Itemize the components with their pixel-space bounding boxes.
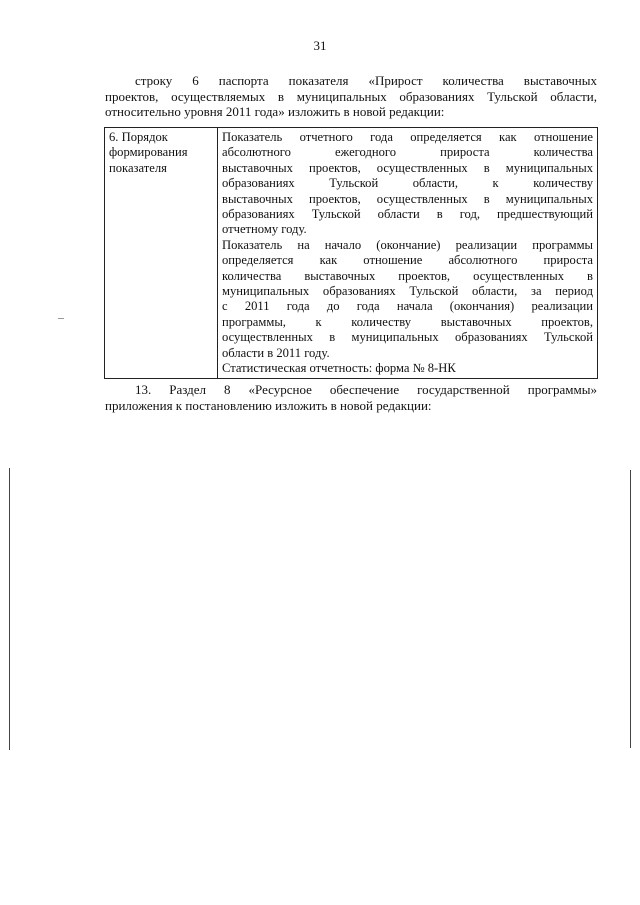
content-line: выставочных проектов, осуществленных в муниципальных [222, 191, 593, 206]
label-line: формирования [109, 145, 188, 160]
content-line: выставочных проектов, осуществленных в муниципальных [222, 160, 593, 175]
intro-line: проектов, осуществляемых в муниципальных образованиях Тульской области, [105, 88, 597, 104]
section-13-line: 13. Раздел 8 «Ресурсное обеспечение государственной программы» [135, 382, 597, 397]
intro-paragraph [105, 73, 597, 120]
content-line: количества выставочных проектов, осуществленных в [222, 268, 593, 283]
content-line: с 2011 года до года начала (окончания) реализации [222, 299, 593, 314]
content-line: Показатель отчетного года определяется как отношение [222, 130, 593, 144]
content-line: осуществленных в муниципальных образованиях Тульской [222, 330, 593, 345]
section-13-paragraph [105, 382, 597, 413]
content-line: области в 2011 году. [222, 345, 330, 360]
scan-edge-left [9, 468, 10, 750]
row-label-cell [105, 128, 218, 379]
content-line: образованиях Тульской области в год, предшествующий [222, 207, 593, 222]
content-line: определяется как отношение абсолютного прироста [222, 253, 593, 268]
scan-edge-right [630, 470, 631, 748]
intro-line: строку 6 паспорта показателя «Прирост количества выставочных [135, 73, 597, 88]
row-content-cell [218, 128, 598, 379]
label-line: показателя [109, 160, 167, 175]
content-line: муниципальных образованиях Тульской области, за период [222, 284, 593, 299]
page-number: 31 [313, 38, 327, 53]
content-line: отчетному году. [222, 222, 307, 237]
intro-line: относительно уровня 2011 года» изложить в новой редакции: [105, 104, 445, 119]
section-13-line: приложения к постановлению изложить в новой редакции: [105, 397, 432, 413]
content-line: программы, к количеству выставочных проектов, [222, 314, 593, 329]
content-line: Показатель на начало (окончание) реализации программы [222, 237, 593, 252]
table-row [105, 128, 598, 379]
indicator-passport-table [104, 127, 598, 379]
margin-mark [58, 318, 64, 319]
content-line: образованиях Тульской области, к количеству [222, 176, 593, 191]
content-line: Статистическая отчетность: форма № 8-НК [222, 361, 456, 376]
content-line: абсолютного ежегодного прироста количества [222, 145, 593, 160]
label-line: 6. Порядок [109, 130, 168, 144]
